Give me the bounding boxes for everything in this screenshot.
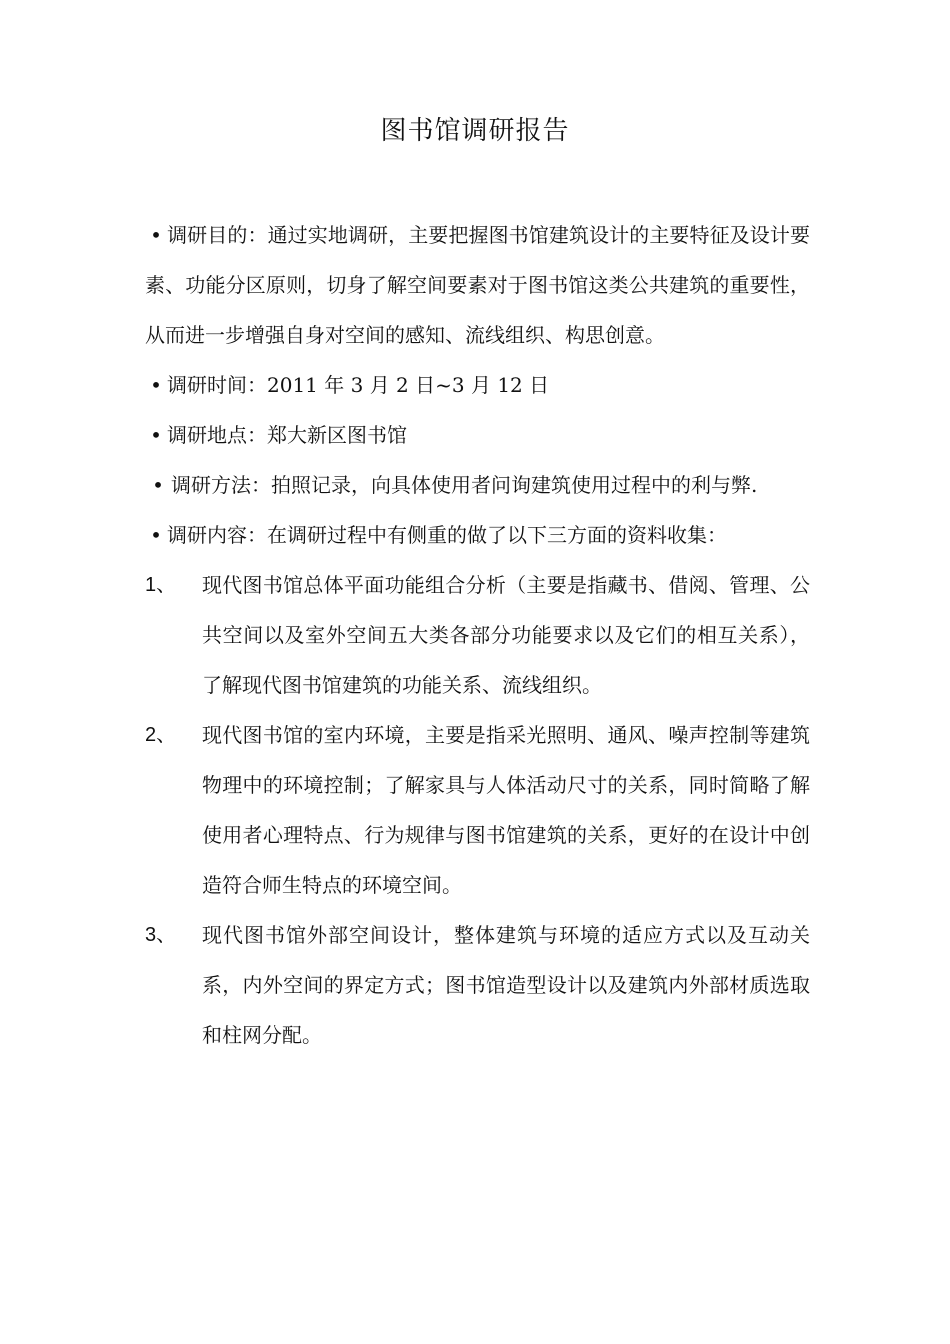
time-text: 2011 年 3 月 2 日~3 月 12 日 <box>267 373 550 397</box>
list-item <box>145 560 810 710</box>
bullet-icon: • <box>150 223 162 247</box>
content-paragraph <box>145 510 810 560</box>
method-body <box>171 460 810 510</box>
time-label: 调研时间： <box>167 373 267 397</box>
list-item-text: 现代图书馆总体平面功能组合分析（主要是指藏书、借阅、管理、公共空间以及室外空间五大类各部分功能要求以及它们的相互关系），了解现代图书馆建筑的功能关系、流线组织。 <box>202 573 810 697</box>
document-title: 图书馆调研报告 <box>380 116 570 146</box>
bullet-icon: • <box>150 373 162 397</box>
purpose-text: 通过实地调研，主要把握图书馆建筑设计的主要特征及设计要素、功能分区原则，切身了解空间要素对于图书馆这类公共建筑的重要性，从而进一步增强自身对空间的感知、流线组织、构思创意。 <box>145 223 810 347</box>
list-item-number: 3、 <box>145 924 177 946</box>
content-label: 调研内容： <box>167 523 267 547</box>
bullet-icon: • <box>152 473 164 497</box>
document-body <box>145 210 810 1060</box>
list-item-text: 现代图书馆的室内环境，主要是指采光照明、通风、噪声控制等建筑物理中的环境控制；了解家具与人体活动尺寸的关系，同时简略了解使用者心理特点、行为规律与图书馆建筑的关系，更好的在设计中创造符合师生特点的环境空间。 <box>202 723 810 897</box>
list-item-number: 2、 <box>145 724 177 746</box>
location-paragraph <box>145 410 810 460</box>
bullet-icon: • <box>150 423 162 447</box>
list-item-number: 1、 <box>145 574 177 596</box>
location-label: 调研地点： <box>167 423 267 447</box>
list-item <box>145 710 810 910</box>
purpose-label: 调研目的： <box>167 223 268 247</box>
list-item <box>145 910 810 1060</box>
method-label: 调研方法： <box>171 473 271 497</box>
location-text: 郑大新区图书馆 <box>267 423 407 447</box>
list-item-text: 现代图书馆外部空间设计，整体建筑与环境的适应方式以及互动关系，内外空间的界定方式；图书馆造型设计以及建筑内外部材质选取和柱网分配。 <box>202 923 810 1047</box>
method-paragraph <box>145 460 810 510</box>
method-text: 拍照记录，向具体使用者问询建筑使用过程中的利与弊. <box>271 473 758 497</box>
content-text: 在调研过程中有侧重的做了以下三方面的资料收集： <box>267 523 727 547</box>
bullet-icon: • <box>150 523 162 547</box>
purpose-paragraph <box>145 210 810 360</box>
time-paragraph <box>145 360 810 410</box>
